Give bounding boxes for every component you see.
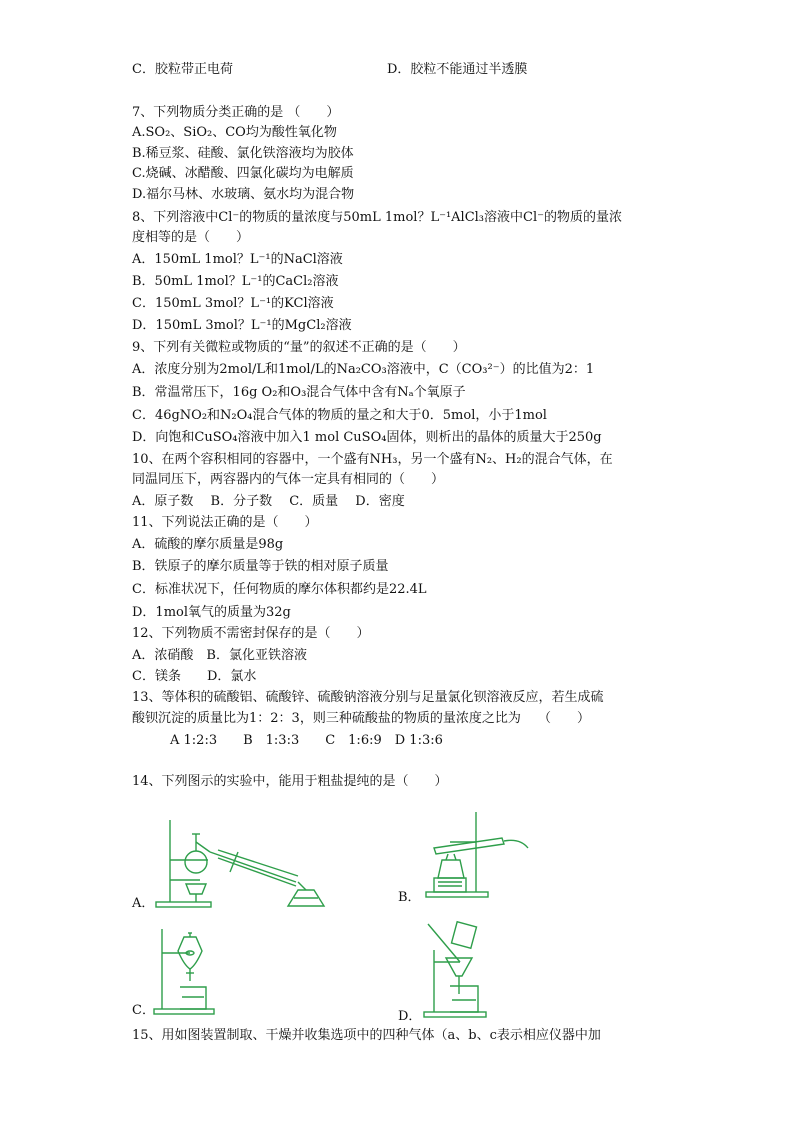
q13-stem-line2: 酸钡沉淀的质量比为1：2：3，则三种硫酸盐的物质的量浓度之比为 （ ） bbox=[132, 711, 590, 726]
q14-stem: 14、下列图示的实验中，能用于粗盐提纯的是（ ） bbox=[132, 774, 448, 789]
q14-label-d: D． bbox=[398, 1009, 422, 1024]
q14-label-a: A． bbox=[132, 896, 155, 911]
q8-option-d: D．150mL 3mol？L⁻¹的MgCl₂溶液 bbox=[132, 318, 352, 333]
q12-stem: 12、下列物质不需密封保存的是（ ） bbox=[132, 626, 370, 641]
q9-option-b: B．常温常压下，16g O₂和O₃混合气体中含有Nₐ个氧原子 bbox=[132, 385, 466, 400]
q8-stem-line1: 8、下列溶液中Cl⁻的物质的量浓度与50mL 1mol？L⁻¹AlCl₃溶液中Cl⁻的物质的量浓 bbox=[132, 210, 622, 225]
q7-stem: 7、下列物质分类正确的是 （ ） bbox=[132, 105, 340, 120]
q12-options-ab: A．浓硝酸 B．氯化亚铁溶液 bbox=[132, 648, 307, 663]
q11-option-d: D．1mol氧气的质量为32g bbox=[132, 605, 291, 620]
q9-option-d: D．向饱和CuSO₄溶液中加入1 mol CuSO₄固体，则析出的晶体的质量大于250g bbox=[132, 430, 602, 445]
filtration-apparatus-icon bbox=[420, 920, 510, 1020]
q13-options: A 1:2:3 B 1:3:3 C 1:6:9 D 1:3:6 bbox=[170, 733, 443, 748]
q7-option-d: D.福尔马林、水玻璃、氨水均为混合物 bbox=[132, 187, 355, 202]
q9-option-c: C．46gNO₂和N₂O₄混合气体的物质的量之和大于0．5mol，小于1mol bbox=[132, 408, 547, 423]
q8-option-a: A．150mL 1mol？L⁻¹的NaCl溶液 bbox=[132, 252, 343, 267]
q7-option-a: A.SO₂、SiO₂、CO均为酸性氧化物 bbox=[132, 125, 337, 140]
q11-option-a: A．硫酸的摩尔质量是98g bbox=[132, 537, 284, 552]
q11-stem: 11、下列说法正确的是（ ） bbox=[132, 515, 318, 530]
option-c-colloid: C．胶粒带正电荷 bbox=[132, 62, 233, 77]
q9-option-a: A．浓度分别为2mol/L和1mol/L的Na₂CO₃溶液中，C（CO₃²⁻）的比值为2：1 bbox=[132, 362, 595, 377]
q14-label-b: B． bbox=[398, 890, 421, 905]
q7-option-b: B.稀豆浆、硅酸、氯化铁溶液均为胶体 bbox=[132, 146, 354, 161]
q12-options-cd: C．镁条 D．氯水 bbox=[132, 669, 257, 684]
q7-option-c: C.烧碱、冰醋酸、四氯化碳均为电解质 bbox=[132, 166, 354, 181]
q10-stem-line1: 10、在两个容积相同的容器中，一个盛有NH₃，另一个盛有N₂、H₂的混合气体，在 bbox=[132, 452, 613, 467]
q15-stem: 15、用如图装置制取、干燥并收集选项中的四种气体（a、b、c表示相应仪器中加 bbox=[132, 1028, 601, 1043]
q8-option-c: C．150mL 3mol？L⁻¹的KCl溶液 bbox=[132, 296, 334, 311]
q11-option-b: B．铁原子的摩尔质量等于铁的相对原子质量 bbox=[132, 559, 389, 574]
q10-options: A．原子数 B．分子数 C．质量 D．密度 bbox=[132, 494, 405, 509]
q9-stem: 9、下列有关微粒或物质的“量”的叙述不正确的是（ ） bbox=[132, 340, 466, 355]
q13-stem-line1: 13、等体积的硫酸铝、硫酸锌、硫酸钠溶液分别与足量氯化钡溶液反应，若生成硫 bbox=[132, 690, 604, 705]
option-d-colloid: D．胶粒不能通过半透膜 bbox=[387, 62, 528, 77]
q14-label-c: C． bbox=[132, 1003, 155, 1018]
distillation-apparatus-icon bbox=[148, 812, 333, 912]
q11-option-c: C．标准状况下，任何物质的摩尔体积都约是22.4L bbox=[132, 582, 427, 597]
test-tube-heating-icon bbox=[420, 808, 530, 900]
q8-option-b: B．50mL 1mol？L⁻¹的CaCl₂溶液 bbox=[132, 274, 339, 289]
q8-stem-line2: 度相等的是（ ） bbox=[132, 230, 250, 245]
separatory-funnel-icon bbox=[150, 925, 230, 1017]
q10-stem-line2: 同温同压下，两容器内的气体一定具有相同的（ ） bbox=[132, 472, 445, 487]
